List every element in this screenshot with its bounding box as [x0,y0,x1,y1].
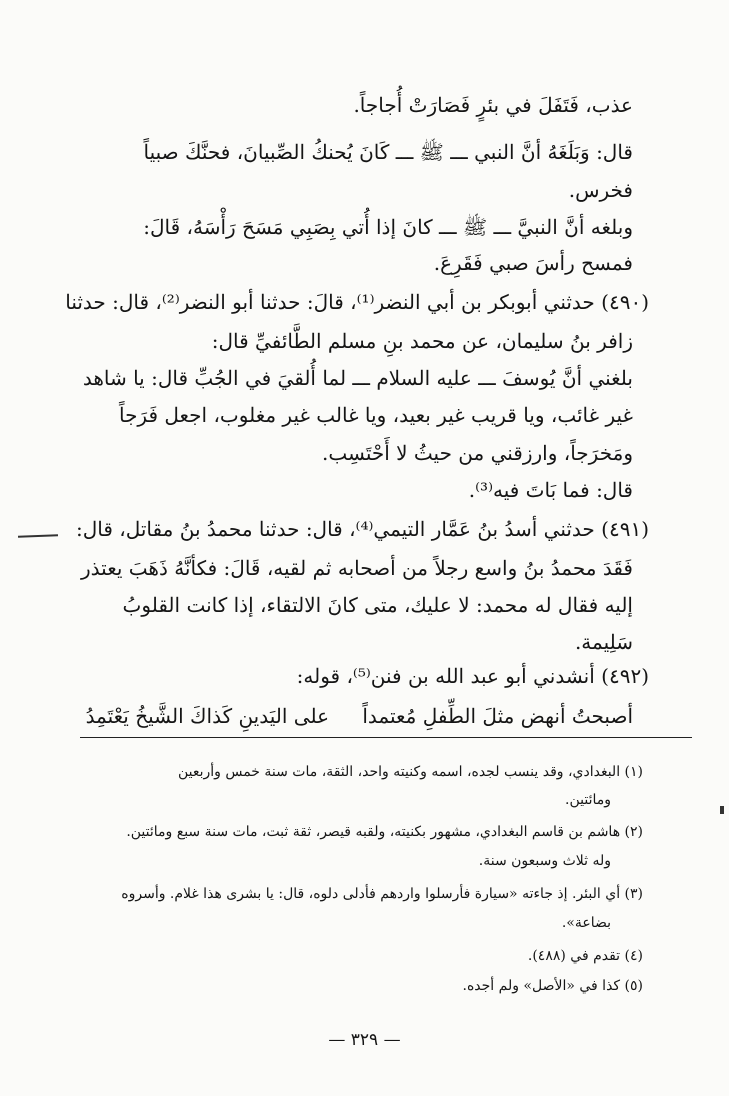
hadith-491-line-4: سَلِيمة. [574,630,633,654]
hadith-490-line-2: زافر بنُ سليمان، عن محمد بنِ مسلم الطَّائفيِّ قال: [211,329,633,353]
footnote-1: (١) البغدادي، وقد ينسب لجده، اسمه وكنيته واحد، الثقة، مات سنة خمس وأربعين [177,764,643,780]
verse-first-hemistich: أصبحتُ أنهض مثلَ الطِّفلِ مُعتمداً [362,704,633,728]
hadith-491-line-2: فَقَدَ محمدُ بنُ واسع رجلاً من أصحابه ثم لقيه، قَالَ: فكأنَّهُ ذَهَبَ يعتذر [81,556,633,580]
hadith-490-line-6: قال: فما بَاتَ فيه⁽³⁾. [468,478,633,502]
hadith-490-line-1: (٤٩٠) حدثني أبوبكر بن أبي النضر⁽¹⁾، قالَ: حدثنا أبو النضر⁽²⁾، قال: حدثنا [65,290,649,314]
footnote-5: (٥) كذا في «الأصل» ولم أجده. [462,978,643,994]
footnote-2-cont: وله ثلاث وسبعون سنة. [478,853,611,869]
footnote-2: (٢) هاشم بن قاسم البغدادي، مشهور بكنيته، ولقبه قيصر، ثقة ثبت، مات سنة سبع ومائتين. [126,824,643,840]
margin-annotation-line [18,534,58,537]
hadith-490-line-3: بلغني أنَّ يُوسفَ ـــ عليه السلام ـــ لما أُلقيَ في الجُبِّ قال: يا شاهد [82,366,633,390]
footnote-separator [80,737,692,738]
body-line-5: فمسح رأسَ صبي فَقَرِعَ. [433,251,633,275]
hadith-490-line-4: غير غائب، ويا قريب غير بعيد، ويا غالب غير مغلوب، اجعل فَرَجاً [118,403,633,427]
body-line-2: قال: وَبَلَغَهُ أنَّ النبي ـــ ﷺ ـــ كَانَ يُحنكُ الصِّبيانَ، فحنَّكَ صبياً [143,140,633,164]
hadith-490-line-5: ومَخرَجاً، وارزقني من حيثُ لا أَحْتَسِب. [322,441,633,465]
hadith-491-line-3: إليه فقال له محمد: لا عليك، متى كانَ الالتقاء، إذا كانت القلوبُ [122,593,633,617]
body-line-1: عذب، فَتَفَلَ في بئرٍ فَصَارَتْ أُجاجاً. [353,93,633,117]
hadith-492-line-1: (٤٩٢) أنشدني أبو عبد الله بن فنن⁽⁵⁾، قوله: [296,664,649,688]
body-line-3: فخرس. [568,178,633,202]
hadith-491-line-1: (٤٩١) حدثني أسدُ بنُ عَمَّار التيمي⁽⁴⁾، قال: حدثنا محمدُ بنُ مقاتل، قال: [75,517,649,541]
verse-second-hemistich: على اليَدينِ كَذاكَ الشَّيخُ يَعْتَمِدُ [85,704,329,728]
body-line-4: وبلغه أنَّ النبيَّ ـــ ﷺ ـــ كانَ إذا أُتي بِصَبِي مَسَحَ رَأْسَهُ، قَالَ: [143,215,633,239]
footnote-3-cont: بضاعة». [561,915,611,931]
margin-tick-mark [720,806,724,814]
page-number: — ٣٢٩ — [328,1030,401,1050]
footnote-4: (٤) تقدم في (٤٨٨). [527,948,643,964]
footnote-1-cont: ومائتين. [565,792,611,808]
footnote-3: (٣) أي البئر. إذ جاءته «سيارة فأرسلوا واردهم فأدلى دلوه، قال: يا بشرى هذا غلام. وأسروه [121,886,643,902]
